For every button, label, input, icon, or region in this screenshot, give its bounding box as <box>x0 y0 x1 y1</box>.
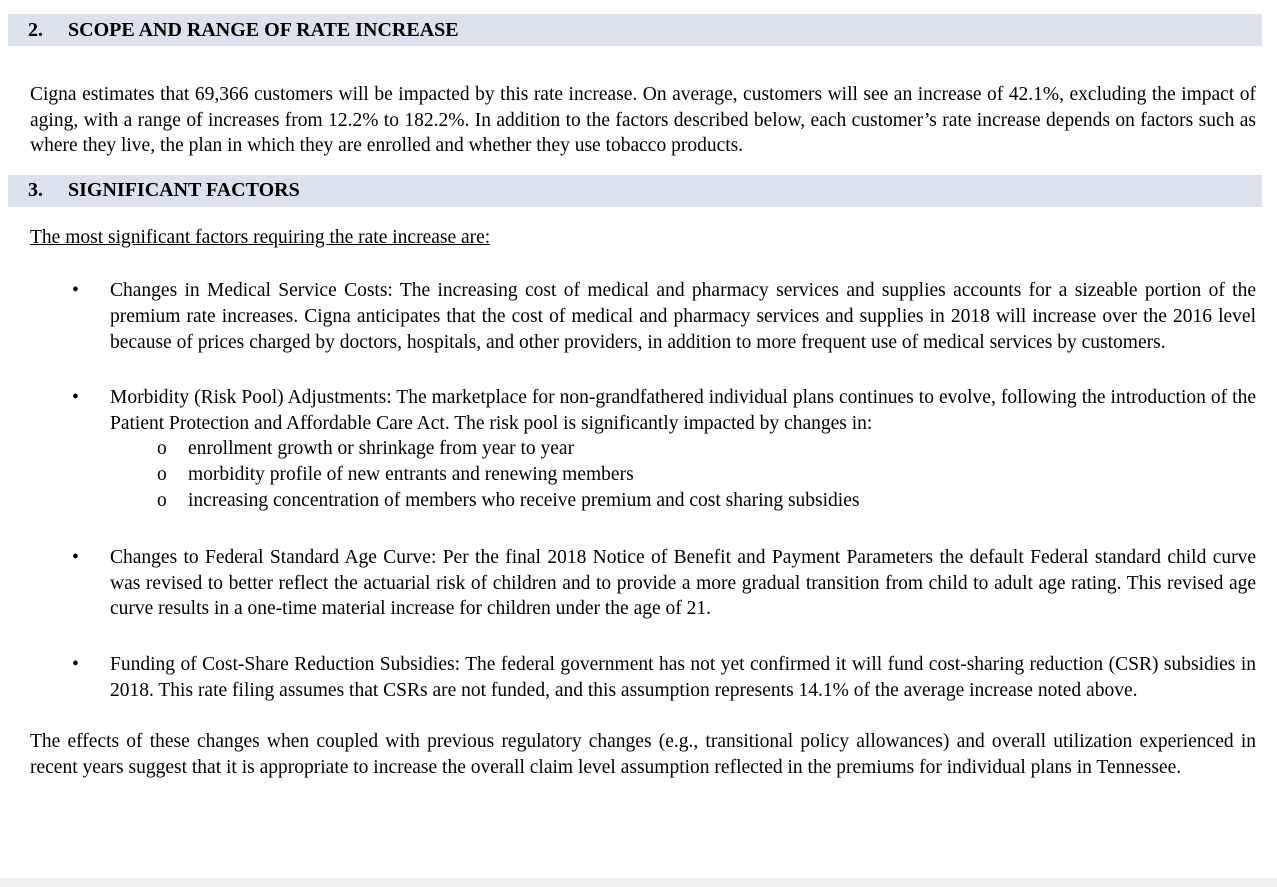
sub-bullet-enrollment <box>157 436 1256 462</box>
sub-bullet-text: enrollment growth or shrinkage from year to year <box>188 438 575 460</box>
sub-bullet-text: increasing concentration of members who receive premium and cost sharing subsidies <box>188 489 860 511</box>
sub-bullet-icon: o <box>157 489 167 511</box>
closing-paragraph: The effects of these changes when coupled with previous regulatory changes (e.g., transitional policy allowances) and overall utilization experienced in recent years suggest that it is appropriate to increase the overall claim level assumption reflected in the premiums for individual plans in Tennessee. <box>30 731 1256 778</box>
sub-bullet-icon: o <box>157 438 167 460</box>
factors-intro-underlined: The most significant factors requiring the rate increase are: <box>30 226 491 248</box>
bullet-csr-funding <box>72 652 1256 703</box>
bullet-icon: • <box>72 653 79 675</box>
section-heading-scope <box>8 14 1262 46</box>
sub-bullet-morbidity-profile <box>157 462 1256 488</box>
bullet-text: Funding of Cost-Share Reduction Subsidies: The federal government has not yet confirmed it will fund cost-sharing reduction (CSR) subsidies in 2018. This rate filing assumes that CSRs are not funded, and this assumption represents 14.1% of the average increase noted above. <box>110 653 1256 701</box>
sub-bullet-subsidies-concentration <box>157 488 1256 514</box>
bullet-federal-age-curve <box>72 545 1256 622</box>
bullet-icon: • <box>72 280 79 302</box>
section-number: 3. <box>28 179 43 202</box>
bullet-body <box>110 385 1256 513</box>
bullet-icon: • <box>72 387 79 409</box>
bullet-text: Changes to Federal Standard Age Curve: Per the final 2018 Notice of Benefit and Payment Parameters the default Federal standard child curve was revised to better reflect the actuarial risk of children and to provide a more gradual transition from child to adult age rating. This revised age curve results in a one-time material increase for children under the age of 21. <box>110 547 1256 620</box>
bullet-text: Morbidity (Risk Pool) Adjustments: The marketplace for non-grandfathered individual plans continues to evolve, following the introduction of the Patient Protection and Affordable Care Act. The risk pool is significantly impacted by changes in: <box>110 387 1256 434</box>
section-title: SCOPE AND RANGE OF RATE INCREASE <box>68 18 459 41</box>
bullet-icon: • <box>72 547 79 569</box>
scope-paragraph: Cigna estimates that 69,366 customers will be impacted by this rate increase. On average, customers will see an increase of 42.1%, excluding the impact of aging, with a range of increases from 12.2% to 182.2%. In addition to the factors described below, each customer’s rate increase depends on factors such as where they live, the plan in which they are enrolled and whether they use tobacco products. <box>30 84 1256 157</box>
section-title: SIGNIFICANT FACTORS <box>68 179 300 202</box>
section-number: 2. <box>28 18 43 41</box>
page-bottom-edge <box>0 878 1277 887</box>
bullet-morbidity-adjustments <box>72 385 1256 513</box>
bullet-text: Changes in Medical Service Costs: The increasing cost of medical and pharmacy services and supplies accounts for a sizeable portion of the premium rate increases. Cigna anticipates that the cost of medical and pharmacy services and supplies in 2018 will increase over the 2016 level because of prices charged by doctors, hospitals, and other providers, in addition to more frequent use of medical services by customers. <box>110 280 1256 353</box>
sub-bullet-text: morbidity profile of new entrants and renewing members <box>188 463 634 485</box>
bullet-medical-service-costs <box>72 278 1256 355</box>
sub-bullet-icon: o <box>157 463 167 485</box>
section-heading-factors <box>8 175 1262 207</box>
